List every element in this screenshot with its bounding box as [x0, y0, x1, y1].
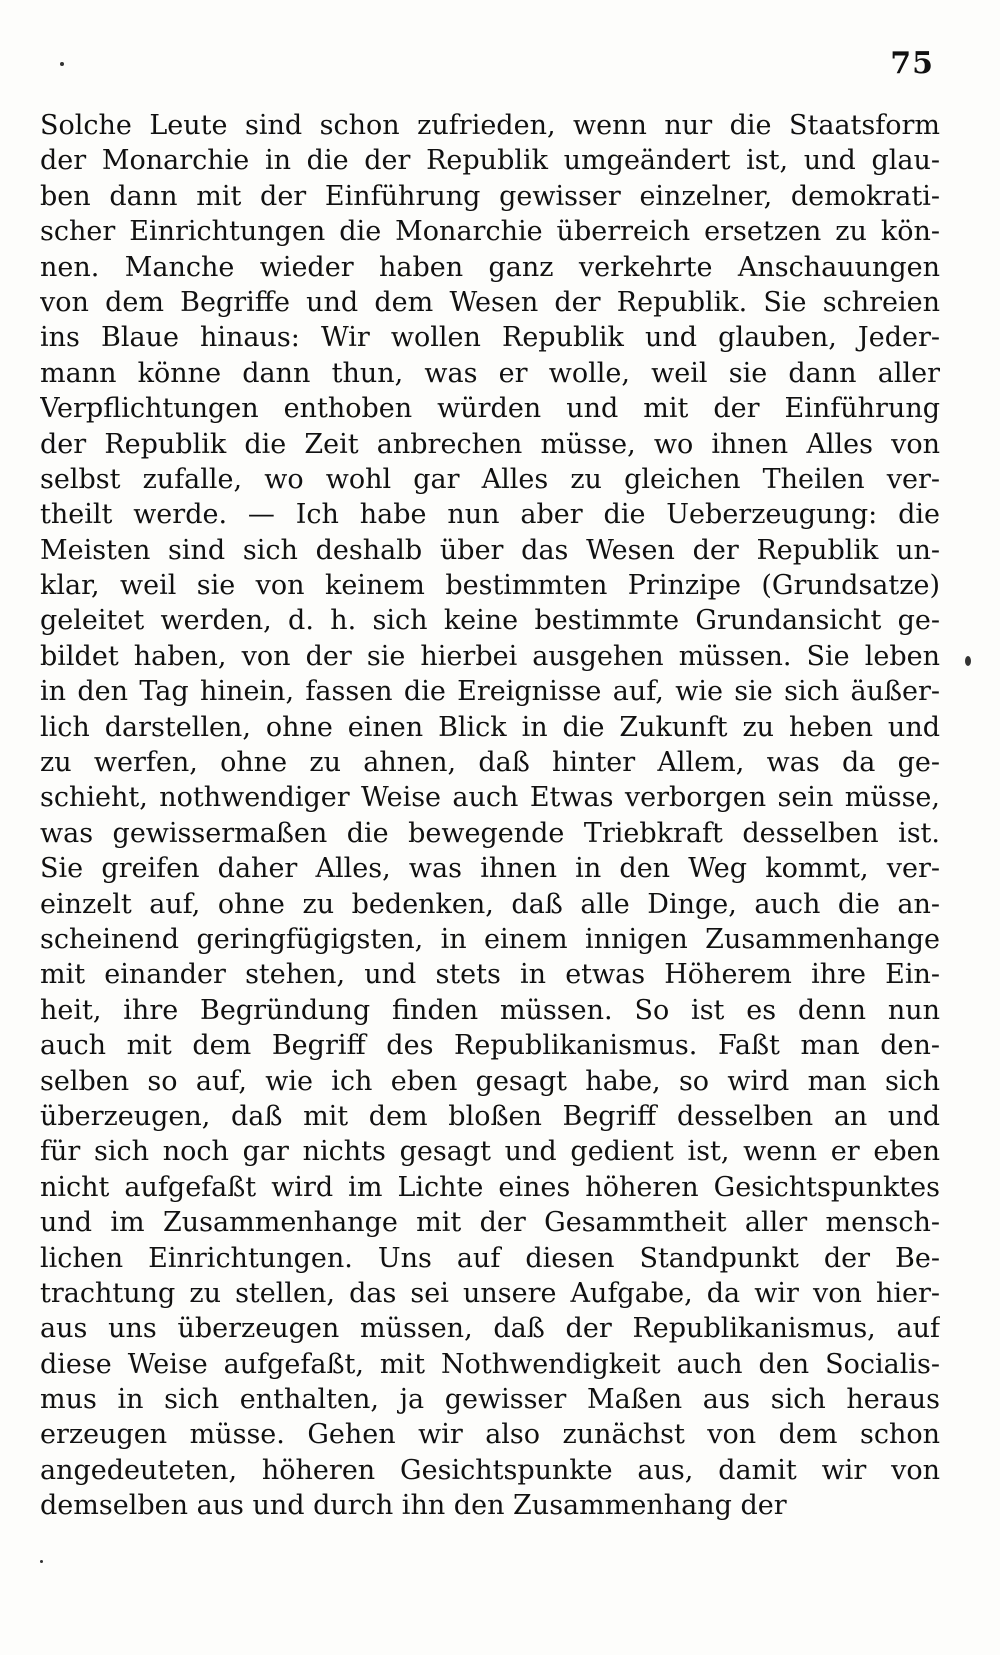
- print-speck: [965, 656, 971, 666]
- text-line: diese Weise aufgefaßt, mit Nothwendigkeit auch den Socialis-: [40, 1348, 940, 1380]
- text-line: selbst zufalle, wo wohl gar Alles zu gleichen Theilen ver-: [40, 463, 940, 495]
- text-line: nen. Manche wieder haben ganz verkehrte Anschauungen: [40, 251, 940, 283]
- text-line: Solche Leute sind schon zufrieden, wenn nur die Staatsform: [40, 110, 940, 141]
- text-line: nicht aufgefaßt wird im Lichte eines höheren Gesichtspunktes: [40, 1171, 940, 1203]
- text-line: überzeugen, daß mit dem bloßen Begriff desselben an und: [40, 1100, 940, 1132]
- text-line: ins Blaue hinaus: Wir wollen Republik und glauben, Jeder-: [40, 322, 940, 354]
- text-line: heit, ihre Begründung finden müssen. So ist es denn nun: [40, 994, 940, 1026]
- page-number: 75: [890, 46, 934, 81]
- text-line: und im Zusammenhange mit der Gesammtheit aller mensch-: [40, 1207, 940, 1239]
- text-line: mus in sich enthalten, ja gewisser Maßen aus sich heraus: [40, 1384, 940, 1416]
- text-line: was gewissermaßen die bewegende Triebkraft desselben ist.: [40, 817, 940, 849]
- print-speck: [40, 1560, 43, 1563]
- text-line: aus uns überzeugen müssen, daß der Republikanismus, auf: [40, 1313, 940, 1345]
- text-line: lich darstellen, ohne einen Blick in die Zukunft zu heben und: [40, 711, 940, 743]
- text-line: Meisten sind sich deshalb über das Wesen der Republik un-: [40, 534, 940, 566]
- text-line: geleitet werden, d. h. sich keine bestimmte Grundansicht ge-: [40, 605, 940, 637]
- text-line: ben dann mit der Einführung gewisser einzelner, demokrati-: [40, 180, 940, 212]
- text-line: Verpflichtungen enthoben würden und mit der Einführung: [40, 393, 940, 425]
- text-line: in den Tag hinein, fassen die Ereignisse auf, wie sie sich äußer-: [40, 676, 940, 708]
- text-line: erzeugen müsse. Gehen wir also zunächst von dem schon: [40, 1419, 940, 1451]
- text-line: der Republik die Zeit anbrechen müsse, wo ihnen Alles von: [40, 428, 940, 460]
- text-line: einzelt auf, ohne zu bedenken, daß alle Dinge, auch die an-: [40, 888, 940, 920]
- text-line: bildet haben, von der sie hierbei ausgehen müssen. Sie leben: [40, 640, 940, 672]
- text-line: scher Einrichtungen die Monarchie überreich ersetzen zu kön-: [40, 216, 940, 248]
- text-line: von dem Begriffe und dem Wesen der Republik. Sie schreien: [40, 286, 940, 318]
- text-line: demselben aus und durch ihn den Zusammenhang der: [40, 1490, 787, 1522]
- print-speck: [60, 62, 64, 66]
- text-line: lichen Einrichtungen. Uns auf diesen Standpunkt der Be-: [40, 1242, 940, 1274]
- text-line: theilt werde. — Ich habe nun aber die Ueberzeugung: die: [40, 499, 940, 531]
- text-line: schieht, nothwendiger Weise auch Etwas verborgen sein müsse,: [40, 782, 940, 814]
- text-line: zu werfen, ohne zu ahnen, daß hinter Allem, was da ge-: [40, 747, 940, 779]
- text-line: angedeuteten, höheren Gesichtspunkte aus, damit wir von: [40, 1454, 940, 1486]
- text-line: auch mit dem Begriff des Republikanismus. Faßt man den-: [40, 1030, 940, 1062]
- text-line: mann könne dann thun, was er wolle, weil sie dann aller: [40, 357, 940, 389]
- text-line: scheinend geringfügigsten, in einem innigen Zusammenhange: [40, 923, 940, 955]
- text-line: der Monarchie in die der Republik umgeändert ist, und glau-: [40, 145, 940, 177]
- text-line: klar, weil sie von keinem bestimmten Prinzipe (Grundsatze): [40, 570, 940, 602]
- text-line: mit einander stehen, und stets in etwas Höherem ihre Ein-: [40, 959, 940, 991]
- text-line: trachtung zu stellen, das sei unsere Aufgabe, da wir von hier-: [40, 1277, 940, 1309]
- body-text: [40, 108, 940, 1524]
- text-line: selben so auf, wie ich eben gesagt habe, so wird man sich: [40, 1065, 940, 1097]
- text-line: für sich noch gar nichts gesagt und gedient ist, wenn er eben: [40, 1136, 940, 1168]
- text-line: Sie greifen daher Alles, was ihnen in den Weg kommt, ver-: [40, 853, 940, 885]
